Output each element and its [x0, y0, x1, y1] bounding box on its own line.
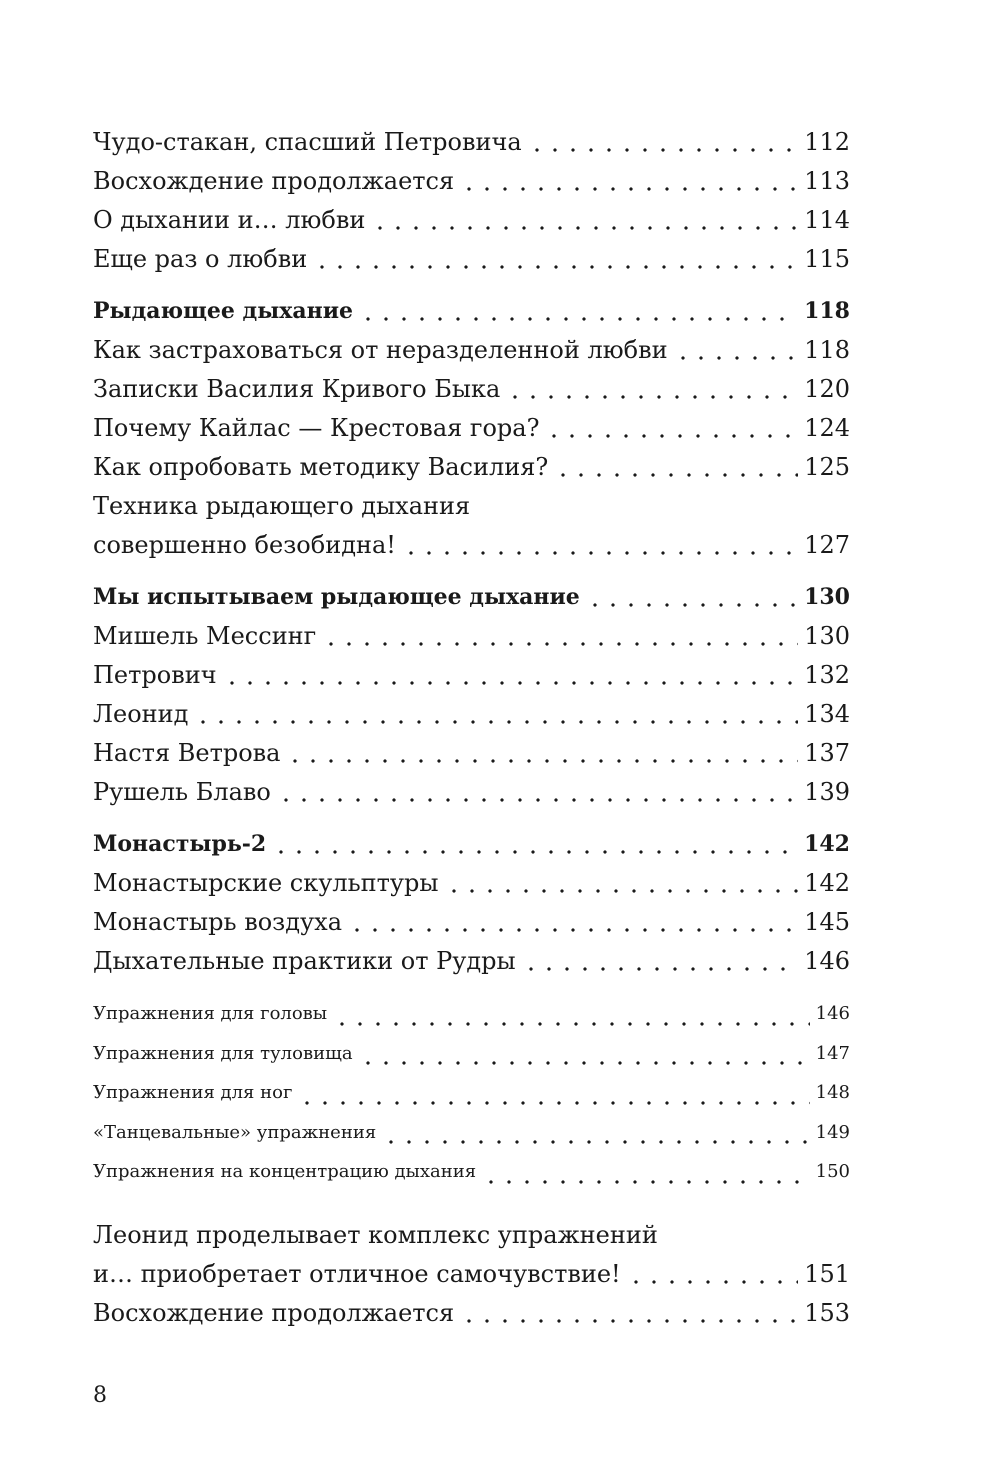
toc-entry-title: совершенно безобидна!	[93, 531, 396, 559]
toc-entry-title: Как застраховаться от неразделенной любви	[93, 336, 668, 364]
dot-leader	[674, 356, 799, 360]
dot-leader	[402, 551, 798, 555]
dot-leader	[348, 928, 798, 932]
toc-entry-title: Записки Василия Кривого Быка	[93, 375, 501, 403]
toc-entry-page: 125	[804, 453, 850, 481]
toc-section-page: 118	[804, 298, 850, 324]
toc-entry-line1[interactable]	[93, 1216, 850, 1255]
dot-leader	[482, 1180, 810, 1184]
dot-leader	[322, 642, 798, 646]
dot-leader	[298, 1101, 809, 1105]
toc-entry-title: Мишель Мессинг	[93, 622, 317, 650]
dot-leader	[545, 434, 798, 438]
dot-leader	[460, 187, 798, 191]
toc-entry[interactable]	[93, 864, 850, 903]
toc-subentry[interactable]	[93, 1034, 850, 1074]
toc-entry-page: 114	[804, 206, 850, 234]
toc-entry-page: 120	[804, 375, 850, 403]
toc-entry[interactable]	[93, 773, 850, 812]
toc-entry-page: 134	[804, 700, 850, 728]
toc-subentry-page: 149	[815, 1121, 850, 1143]
page-number: 8	[93, 1383, 107, 1408]
toc-entry-title: Восхождение продолжается	[93, 1298, 455, 1327]
toc-entry-page: 142	[804, 869, 850, 897]
toc-section-page: 130	[804, 584, 850, 610]
toc-entry-title: Петрович	[93, 661, 217, 689]
toc-entry-page: 139	[804, 778, 850, 806]
dot-leader	[528, 148, 799, 152]
toc-entry-title: Чудо-стакан, спасший Петровича	[93, 128, 522, 156]
dot-leader	[333, 1022, 810, 1026]
dot-leader	[506, 395, 798, 399]
toc-entry[interactable]	[93, 617, 850, 656]
toc-entry[interactable]	[93, 695, 850, 734]
toc-subentry-page: 150	[815, 1161, 850, 1182]
toc-subentry-title: «Танцевальные» упражнения	[93, 1121, 377, 1143]
toc-entry-page: 137	[804, 739, 850, 767]
dot-leader	[359, 317, 798, 321]
toc-section-title: Монастырь-2	[93, 831, 267, 857]
toc-entry[interactable]	[93, 123, 850, 162]
toc-subentry-title: Упражнения для туловища	[93, 1042, 353, 1064]
toc-entry[interactable]	[93, 656, 850, 695]
toc-section-title: Мы испытываем рыдающее дыхание	[93, 584, 580, 610]
dot-leader	[382, 1140, 809, 1144]
toc-entry-title: Леонид	[93, 700, 189, 728]
toc-entry-title: Монастырь воздуха	[93, 908, 342, 936]
toc-entry-page: 124	[804, 414, 850, 442]
toc-entry-page: 145	[804, 908, 850, 936]
toc-section-title: Рыдающее дыхание	[93, 298, 354, 324]
toc-entry-page: 132	[804, 661, 850, 689]
toc-subentry-page: 148	[815, 1082, 850, 1103]
toc-entry-page: 146	[804, 947, 850, 975]
toc-entry-title: Еще раз о любви	[93, 245, 308, 273]
toc-entry-title: Рушель Блаво	[93, 778, 271, 806]
dot-leader	[272, 850, 798, 854]
toc-subentry[interactable]	[93, 1113, 850, 1153]
toc-entry-title: О дыхании и… любви	[93, 206, 366, 234]
toc-subentry-title: Упражнения для ног	[93, 1082, 293, 1103]
toc-entry[interactable]	[93, 201, 850, 240]
toc-entry-title: Как опробовать методику Василия?	[93, 453, 549, 481]
toc-subentry-title: Упражнения на концентрацию дыхания	[93, 1161, 477, 1182]
toc-entry-title: Монастырские скульптуры	[93, 869, 439, 897]
dot-leader	[554, 473, 798, 477]
toc-entry-title: Леонид проделывает комплекс упражнений	[93, 1220, 658, 1249]
toc-entry-title: Дыхательные практики от Рудры	[93, 947, 516, 975]
toc-entry-page: 118	[804, 336, 850, 364]
toc-entry[interactable]	[93, 903, 850, 942]
toc-subentry[interactable]	[93, 994, 850, 1034]
toc-entry[interactable]	[93, 331, 850, 370]
toc-entry-page: 153	[804, 1298, 850, 1327]
toc-entry[interactable]	[93, 240, 850, 279]
toc-entry-page: 151	[804, 1259, 850, 1288]
dot-leader	[460, 1319, 798, 1323]
dot-leader	[627, 1280, 798, 1284]
toc-entry[interactable]	[93, 942, 850, 981]
dot-leader	[313, 265, 798, 269]
toc-subentry[interactable]	[93, 1073, 850, 1113]
toc-entry[interactable]	[93, 409, 850, 448]
toc-entry[interactable]	[93, 370, 850, 409]
toc-entry[interactable]	[93, 448, 850, 487]
toc-entry-page: 112	[804, 128, 850, 156]
dot-leader	[359, 1061, 810, 1065]
toc-entry-title: и… приобретает отличное самочувствие!	[93, 1259, 621, 1288]
toc-entry[interactable]	[93, 1294, 850, 1333]
dot-leader	[586, 603, 798, 607]
dot-leader	[522, 967, 799, 971]
toc-entry-page: 130	[804, 622, 850, 650]
toc-entry-page: 127	[804, 531, 850, 559]
toc-entry[interactable]	[93, 734, 850, 773]
dot-leader	[223, 681, 799, 685]
dot-leader	[194, 720, 798, 724]
toc-entry[interactable]	[93, 162, 850, 201]
dot-leader	[445, 889, 799, 893]
dot-leader	[277, 798, 798, 802]
toc-entry-line1[interactable]	[93, 487, 850, 526]
dot-leader	[371, 226, 798, 230]
toc-subentry[interactable]	[93, 1152, 850, 1192]
toc-entry-title: Техника рыдающего дыхания	[93, 492, 471, 520]
toc-section-heading[interactable]	[93, 825, 850, 864]
toc-entry-title: Почему Кайлас — Крестовая гора?	[93, 414, 540, 442]
toc-entry-title: Настя Ветрова	[93, 739, 281, 767]
toc-subentry-title: Упражнения для головы	[93, 1003, 328, 1024]
toc-section-heading[interactable]	[93, 292, 850, 331]
toc-subentry-page: 146	[815, 1003, 850, 1024]
toc-entry-page: 113	[804, 167, 850, 195]
toc-entry[interactable]	[93, 1255, 850, 1294]
toc-entry-page: 115	[804, 245, 850, 273]
dot-leader	[286, 759, 798, 763]
toc-section-heading[interactable]	[93, 578, 850, 617]
toc-entry-title: Восхождение продолжается	[93, 167, 455, 195]
table-of-contents	[93, 123, 850, 1333]
toc-section-page: 142	[804, 831, 850, 857]
toc-entry[interactable]	[93, 526, 850, 565]
toc-subentry-page: 147	[815, 1042, 850, 1064]
